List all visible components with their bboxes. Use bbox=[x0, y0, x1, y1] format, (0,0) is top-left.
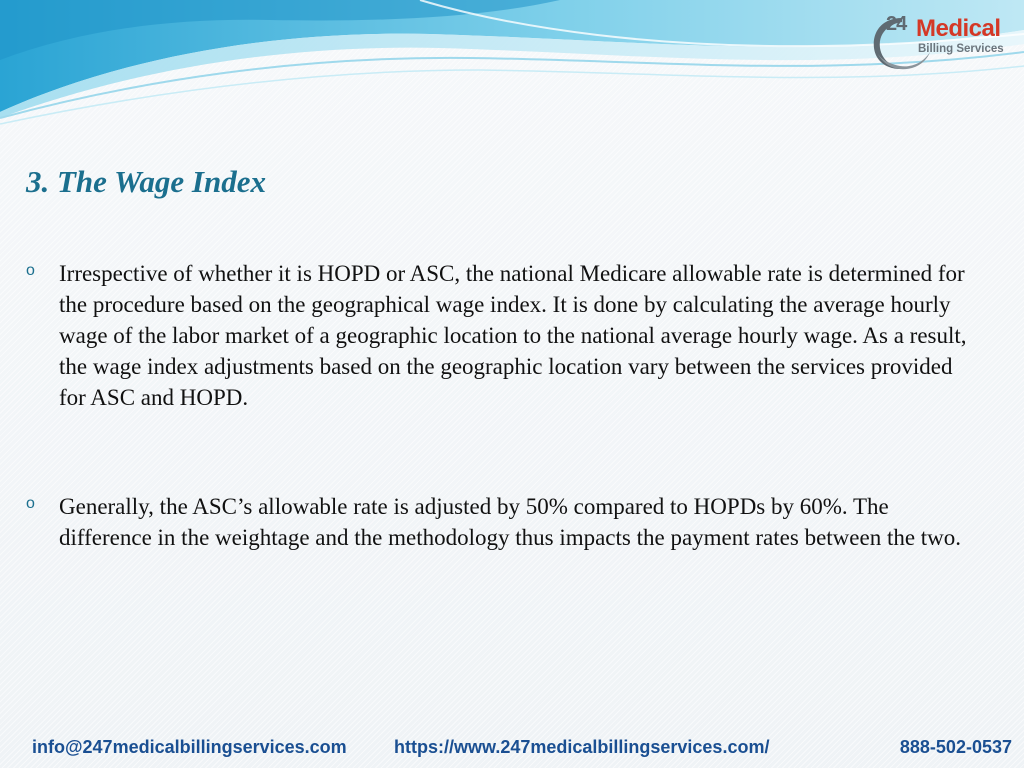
bullet-marker-icon: o bbox=[26, 262, 35, 279]
logo-name: Medical bbox=[916, 15, 1001, 42]
footer bbox=[0, 732, 1024, 762]
footer-phone[interactable]: 888-502-0537 bbox=[899, 737, 1012, 757]
bullet-item bbox=[26, 491, 976, 553]
company-logo bbox=[868, 10, 1018, 76]
bullet-item bbox=[26, 258, 976, 413]
logo-tagline: Billing Services bbox=[918, 43, 1004, 55]
bullet-marker-icon: o bbox=[26, 495, 35, 512]
bullet-text: Generally, the ASC’s allowable rate is adjusted by 50% compared to HOPDs by 60%. The difference in the weightage and the methodology thus impacts the payment rates between the two. bbox=[59, 494, 962, 550]
footer-email-link[interactable]: info@247medicalbillingservices.com bbox=[32, 737, 347, 757]
slide-title: 3. The Wage Index bbox=[26, 164, 266, 199]
bullet-text: Irrespective of whether it is HOPD or ASC, the national Medicare allowable rate is determined for the procedure based on the geographical wage index. It is done by calculating the average hourly wage of the labor market of a geographic location to the national average hourly wage. As a result, the wage index adjustments based on the geographic location vary between the services provided for ASC and HOPD. bbox=[59, 261, 967, 410]
footer-website-link[interactable]: https://www.247medicalbillingservices.com/ bbox=[394, 737, 770, 757]
logo-number: 24 bbox=[886, 13, 907, 35]
